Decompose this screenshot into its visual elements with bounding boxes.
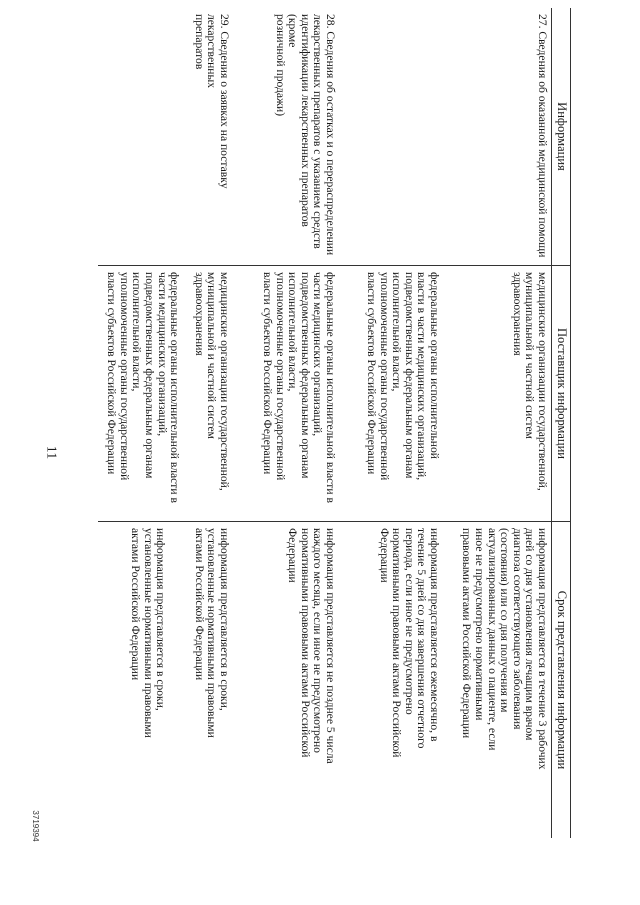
deadline-text: информация представляется не позднее 5 числа каждого месяца, если иное не предусмотрено нормативными правовыми актами Российской Федерации: [286, 528, 337, 764]
table-row-28: [233, 8, 339, 838]
deadline-text: информация представляется в сроки, установленные нормативными правовыми актами Российской Федерации: [129, 528, 168, 738]
table-row-27-continued: [339, 8, 443, 838]
supplier-text: федеральные органы исполнительной власти в части медицинских организаций, подведомственных федеральным органам исполнительной власти, уполномоченные органы государственной власти субъектов Российской Федерации: [261, 272, 337, 503]
information-text: 27. Сведения об оказанной медицинской помощи: [536, 14, 549, 258]
cell-deadline: [233, 522, 339, 838]
supplier-text: медицинские организации государственной, муниципальной и частной систем здравоохранения: [510, 272, 549, 491]
header-deadline: Срок представления информации: [555, 590, 569, 770]
header-information: Информация: [552, 8, 570, 266]
cell-information: [98, 8, 233, 266]
page-number: 11: [43, 445, 59, 460]
table-row-29: [98, 8, 233, 838]
cell-information: [443, 8, 551, 266]
information-text: 29. Сведения о заявках на поставку лекарственных препаратов: [192, 14, 231, 189]
information-table: [98, 8, 571, 838]
cell-deadline: [339, 522, 443, 838]
cell-supplier: [443, 266, 551, 522]
header-supplier: Поставщик информации: [552, 266, 570, 522]
supplier-text: федеральные органы исполнительной власти в части медицинских организаций, подведомственных федеральным органам исполнительной власти, уполномоченные органы государственной власти субъектов Российской Федерации: [365, 272, 441, 481]
cell-deadline: [443, 522, 551, 838]
cell-information: [339, 8, 443, 266]
supplier-text: федеральные органы исполнительной власти в части медицинских организаций, подведомственных федеральным органам исполнительной власти, уполномоченные органы государственной власти субъектов Российской Федерации: [105, 272, 182, 503]
cell-information: [233, 8, 339, 266]
footer-code: 3719394: [31, 810, 40, 842]
cell-supplier: [233, 266, 339, 522]
information-text: 28. Сведения об остатках и о перераспределении лекарственных препаратов с указанием средств идентификации лекарственных препаратов (кроме розничной продажи): [273, 14, 337, 256]
table-header: [551, 8, 571, 838]
deadline-text: информация представляется ежемесячно, в течение 5 дней со дня завершения отчетного периода, если иное не предусмотрено нормативными правовыми актами Российской Федерации: [377, 528, 441, 758]
cell-supplier: [98, 266, 233, 522]
deadline-text: информация представляется в сроки, установленные нормативными правовыми актами Российской Федерации: [192, 528, 231, 738]
cell-supplier: [339, 266, 443, 522]
supplier-text: медицинские организации государственной, муниципальной и частной систем здравоохранения: [192, 272, 231, 491]
deadline-text: информация представляется в течение 3 рабочих дней со дня установления лечащим врачом диагноза соответствующего заболевания (состояния) или со дня получения им актуализированных данных о пациенте, если иное не предусмотрено нормативными правовыми актами Российской Федерации: [460, 528, 549, 770]
cell-deadline: [98, 522, 233, 838]
table-row-27: [443, 8, 551, 838]
